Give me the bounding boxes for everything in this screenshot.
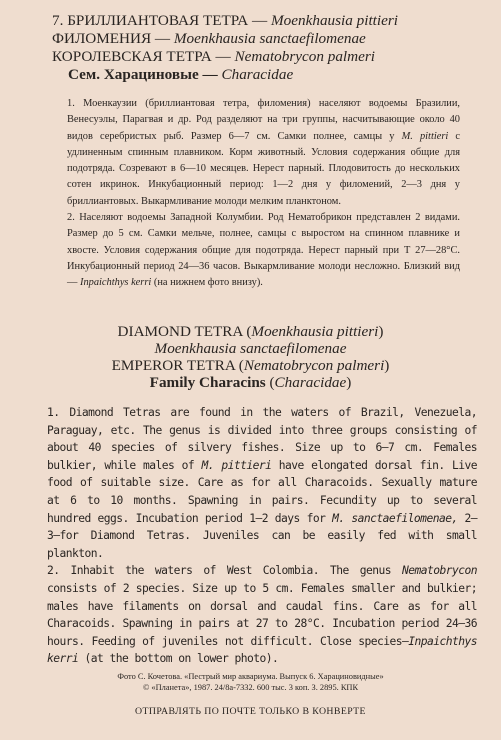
ru-p2-latin: Inpaichthys kerri — [80, 277, 152, 289]
en-title-line-1 — [0, 323, 501, 340]
ru-family-line — [52, 66, 492, 84]
en-family-text: Family Characins — [149, 374, 266, 391]
ru-title-3-latin: Nematobrycon palmeri — [234, 48, 375, 65]
en-p2-text-a: 2. Inhabit the waters of West Colombia. The genus — [47, 564, 402, 578]
ru-family-latin: Characidae — [221, 66, 294, 83]
ru-title-2-text: ФИЛОМЕНИЯ — — [52, 30, 174, 47]
en-p2-text-c: (at the bottom on lower photo). — [78, 652, 279, 666]
ru-title-1-text: 7. БРИЛЛИАНТОВАЯ ТЕТРА — — [52, 12, 272, 29]
ru-title-2-latin: Moenkhausia sanctaefilomenae — [173, 30, 366, 47]
en-p1-text-b: have elongated dorsal fin. Live food of suitable size. Care as for all Characoids. Sexually mature at 6 to 10 months. Spawning in pairs. Fecundity up to several hundred eggs. Incubation period 1—2 days for — [47, 458, 478, 525]
russian-description — [67, 96, 460, 292]
en-p1-text-a: 1. Diamond Tetras are found in the waters of Brazil, Venezuela, Paraguay, etc. The genus is divided into three groups consisting of about 40 species of silvery fishes. Size up to 6—7 cm. Females bulkier, while males of — [47, 406, 477, 472]
english-title-block — [0, 323, 501, 391]
colophon-line-2: © «Планета», 1987. 24/8а-7332. 600 тыс. 3 коп. З. 2895. КПК — [142, 682, 359, 692]
publisher-colophon — [0, 672, 501, 693]
en-p2-latin-2: Inpaichthys kerri — [47, 634, 477, 666]
ru-family-text: Сем. Харациновые — — [68, 66, 222, 83]
en-title-3-latin: Nematobrycon palmeri — [243, 357, 385, 374]
colophon-line-1: Фото С. Кочетова. «Пестрый мир аквариума. Выпуск 6. Харациновидные» — [117, 672, 384, 681]
en-family-close: ) — [346, 374, 352, 391]
ru-paragraph-1 — [67, 96, 460, 210]
ru-title-line-1 — [52, 12, 492, 30]
en-title-line-3 — [0, 357, 501, 374]
en-family-open: ( — [265, 374, 275, 391]
en-title-1-latin: Moenkhausia pittieri — [251, 323, 379, 340]
english-description — [47, 404, 477, 668]
en-p1-text-c: 2—3—for Diamond Tetras. Juveniles can be easily fed with small plankton. — [47, 511, 478, 560]
ru-p1-text-a: 1. Моенкаузии (бриллиантовая тетра, филомения) населяют водоемы Бразилии, Венесуэлы, Парагвая и др. Род разделяют на три группы, насчитывающие около 40 видов серебристых рыб. Размер 6—7 см. Самки полнее, самцы у — [67, 98, 460, 142]
ru-title-3-text: КОРОЛЕВСКАЯ ТЕТРА — — [52, 48, 235, 65]
ru-paragraph-2 — [67, 210, 460, 291]
en-p1-latin-2: M. sanctaefilomenae, — [332, 511, 458, 525]
en-family-latin: Characidae — [274, 374, 347, 391]
en-paragraph-2 — [47, 562, 477, 668]
en-family-line — [0, 374, 501, 391]
mailing-instruction: ОТПРАВЛЯТЬ ПО ПОЧТЕ ТОЛЬКО В КОНВЕРТЕ — [135, 706, 366, 717]
en-p1-latin-1: M. pittieri — [201, 458, 272, 472]
en-p2-text-b: consists of 2 species. Size up to 5 cm. Females smaller and bulkier; males have filaments on dorsal and caudal fins. Care as for all Characoids. Spawning in pairs at 27 to 28°C. Incubation period 24—36 hours. Feeding of juveniles not difficult. Close species— — [47, 581, 477, 648]
en-title-3-text: EMPEROR TETRA ( — [111, 357, 244, 374]
ru-title-line-3 — [52, 48, 492, 66]
russian-title-block — [52, 12, 492, 84]
en-title-3-close: ) — [384, 357, 390, 374]
ru-title-line-2 — [52, 30, 492, 48]
ru-p2-text: 2. Населяют водоемы Западной Колумбии. Род Нематобрикон представлен 2 видами. Размер до 5 см. Самки мельче, полнее, самцы с выростом на спинном плавнике и хвосте. Условия содержания общие для подотряда. Нерест парный при Т 27—28°С. Инкубационный период 24—36 часов. Выкармливание молоди несложно. Близкий вид — — [67, 212, 460, 289]
ru-p1-text-b: с удлиненным спинным плавником. Корм животный. Условия содержания общие для подотряда. Созревают в 6—10 месяцев. Нерест парный. Плодовитость до нескольких сотен икринок. Инкубационный период: 1—2 дня у филомений, 2—3 дня у бриллиантовых. Выкармливание молоди мелким планктоном. — [67, 130, 461, 207]
ru-title-1-latin: Moenkhausia pittieri — [271, 12, 398, 29]
en-paragraph-1 — [47, 404, 477, 562]
en-title-1-text: DIAMOND TETRA ( — [117, 323, 252, 340]
en-p2-latin-1: Nematobrycon — [401, 564, 477, 578]
en-title-2-latin: Moenkhausia sanctaefilomenae — [154, 340, 347, 357]
en-title-1-close: ) — [378, 323, 384, 340]
en-title-line-2 — [0, 340, 501, 357]
ru-p2-end: (на нижнем фото внизу). — [151, 277, 263, 289]
ru-p1-latin: M. pittieri — [401, 130, 449, 142]
